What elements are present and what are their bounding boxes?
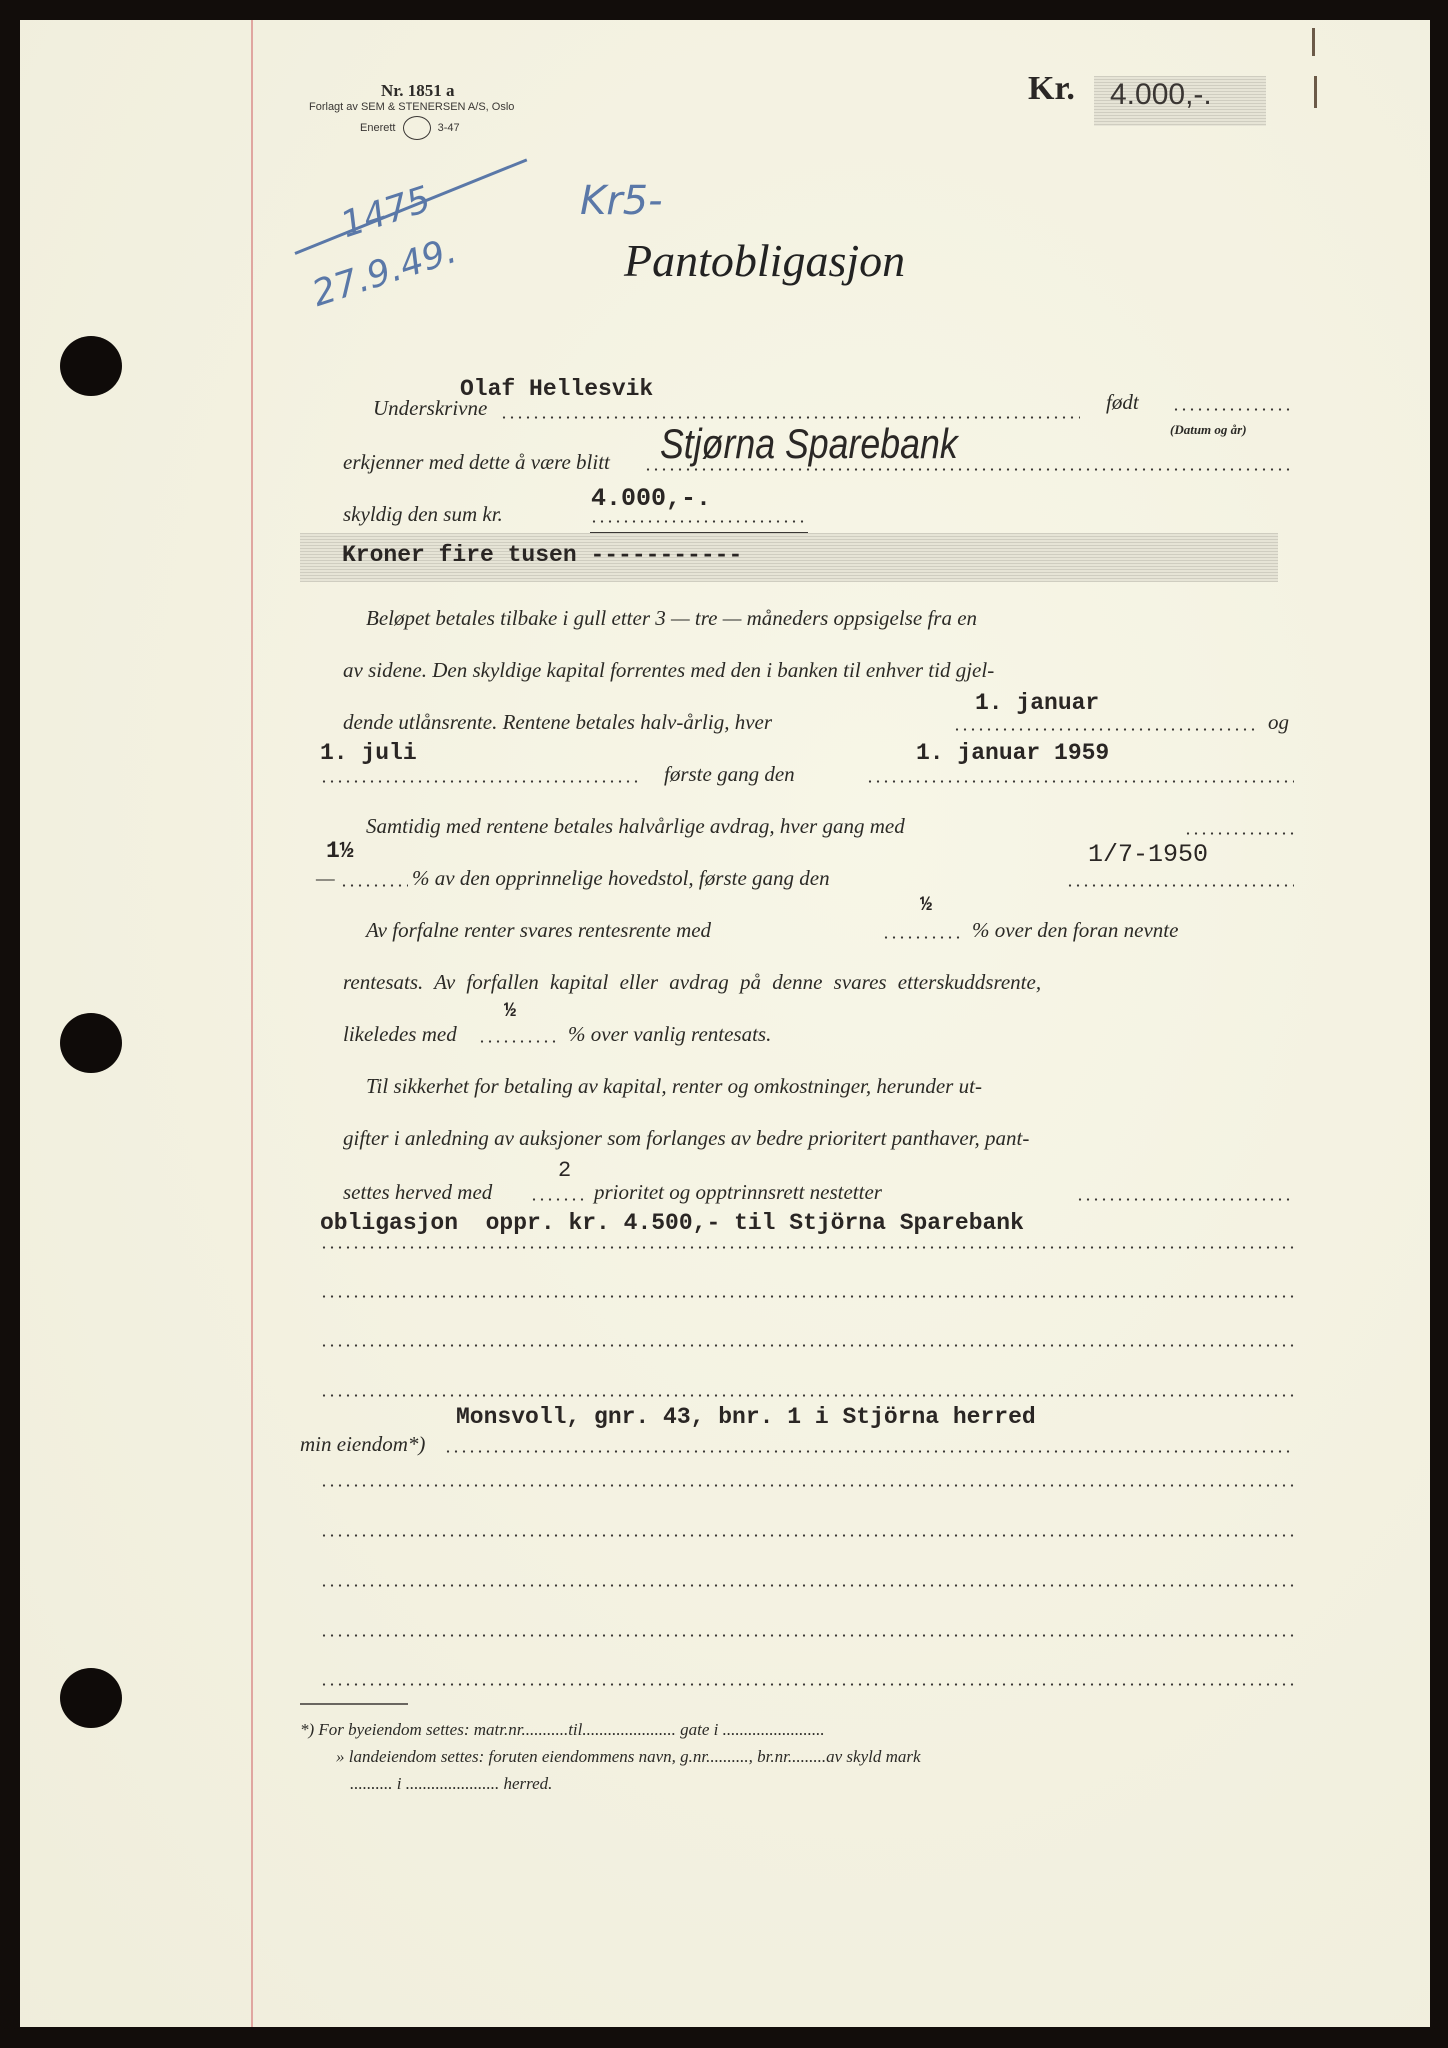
p4-line1: Til sikkerhet for betaling av kapital, renter og omkostninger, herunder ut- xyxy=(366,1074,982,1098)
late-pct-dots xyxy=(478,1040,558,1043)
footnote-rule xyxy=(300,1703,408,1705)
red-margin-line xyxy=(251,20,253,2027)
form-number: Nr. 1851 a xyxy=(381,81,455,100)
p3-line3-end: % over vanlig rentesats. xyxy=(568,1022,772,1046)
compound-dots xyxy=(882,936,962,939)
footnote-line-2: » landeiendom settes: foruten eiendommens navn, g.nr.........., br.nr.........av skyld mark xyxy=(336,1747,921,1766)
interest-date-2: 1. juli xyxy=(320,740,417,766)
debtor-name: Olaf Hellesvik xyxy=(460,376,654,402)
fodt-dots xyxy=(1172,408,1294,411)
amount-in-words: Kroner fire tusen ----------- xyxy=(342,542,743,568)
footnote-line-1: *) For byeiendom settes: matr.nr...........til...................... gate i ........................ xyxy=(300,1720,825,1739)
late-pct: ½ xyxy=(504,1000,517,1023)
installment-pct: 1½ xyxy=(326,838,354,864)
first-installment-date: 1/7-1950 xyxy=(1088,840,1209,869)
sum-value: 4.000,-. xyxy=(591,484,712,513)
p1-line1: Beløpet betales tilbake i gull etter 3 — tre — måneders oppsigelse fra en xyxy=(366,606,978,630)
rights-label: Enerett xyxy=(360,121,396,134)
edge-mark xyxy=(1312,28,1315,56)
edition-label: 3-47 xyxy=(437,121,460,134)
p3-line3-label: likeledes med xyxy=(343,1022,457,1046)
footnote-line-3: .......... i ...................... herred. xyxy=(350,1774,553,1793)
document-title: Pantobligasjon xyxy=(624,235,906,286)
interest-date-1: 1. januar xyxy=(975,690,1100,716)
dots-line-3 xyxy=(320,1344,1294,1347)
document-page xyxy=(20,20,1430,2027)
forste-gang-label: første gang den xyxy=(664,762,795,786)
prior-lien-trailing-dots xyxy=(1076,1198,1294,1201)
fodt-label: født xyxy=(1106,390,1139,414)
p1-line3-end: og xyxy=(1268,710,1289,734)
datum-hint: (Datum og år) xyxy=(1170,422,1247,437)
p1-line2: av sidene. Den skyldige kapital forrentes med den i banken til enhver tid gjel- xyxy=(343,658,995,682)
dots-line-8 xyxy=(320,1634,1294,1637)
p4-line2: gifter i anledning av auksjoner som forlanges av bedre prioritert panthaver, pant- xyxy=(343,1126,1030,1150)
amount-header-value: 4.000,-. xyxy=(1110,78,1212,111)
punch-hole-top xyxy=(60,336,122,396)
edge-mark xyxy=(1314,76,1317,108)
priority-dots xyxy=(530,1198,586,1201)
interest-date-2-dots xyxy=(320,780,642,783)
registration-number: 1475 xyxy=(335,178,436,247)
creditor-name: Stjørna Sparebank xyxy=(660,420,958,467)
p4-line3-label: settes herved med xyxy=(343,1180,493,1204)
amount-header-label: Kr. xyxy=(1028,70,1075,107)
p2-line1: Samtidig med rentene betales halvårlige avdrag, hver gang med xyxy=(366,814,905,838)
clerk-initials: Kr5- xyxy=(580,178,663,224)
skyldig-label: skyldig den sum kr. xyxy=(343,502,503,526)
erkjenner-dots xyxy=(644,468,1294,471)
first-interest-dots xyxy=(866,780,1294,783)
dots-line-2 xyxy=(320,1295,1294,1298)
dots-line-4 xyxy=(320,1394,1294,1397)
underskrivne-dots xyxy=(500,416,1080,419)
property-dots xyxy=(444,1450,1294,1453)
prior-lien: obligasjon oppr. kr. 4.500,- til Stjörna Sparebank xyxy=(320,1210,1024,1236)
punch-hole-middle xyxy=(60,1013,122,1073)
registration-slash xyxy=(294,158,527,254)
dots-line-1 xyxy=(320,1246,1294,1249)
rights-line xyxy=(360,116,460,140)
p3-line2: rentesats. Av forfallen kapital eller avdrag på denne svares etterskuddsrente, xyxy=(343,970,1042,994)
priority-number: 2 xyxy=(558,1158,572,1183)
registration-date: 27.9.49. xyxy=(307,230,462,315)
erkjenner-label: erkjenner med dette å være blitt xyxy=(343,450,610,474)
dots-line-7 xyxy=(320,1584,1294,1587)
compound-pct: ½ xyxy=(920,894,933,917)
sum-dots xyxy=(590,520,806,523)
p1-line3-label: dende utlånsrente. Rentene betales halv-årlig, hver xyxy=(343,710,773,734)
eiendom-label: min eiendom*) xyxy=(300,1432,426,1456)
interest-date-dots xyxy=(953,728,1255,731)
dots-line-6 xyxy=(320,1534,1294,1537)
p3-line1-end: % over den foran nevnte xyxy=(972,918,1179,942)
p2-line2-prefix: — xyxy=(316,866,335,890)
dots-line-5 xyxy=(320,1484,1294,1487)
underskrivne-label: Underskrivne xyxy=(373,396,488,420)
punch-hole-bottom xyxy=(60,1668,122,1728)
p2-line2: % av den opprinnelige hovedstol, første gang den xyxy=(412,866,830,890)
publisher-line: Forlagt av SEM & STENERSEN A/S, Oslo xyxy=(309,101,515,113)
dots-line-9 xyxy=(320,1683,1294,1686)
first-interest-date: 1. januar 1959 xyxy=(916,740,1110,766)
p4-line3-end: prioritet og opptrinnsrett nestetter xyxy=(594,1180,882,1204)
p2-line1-dots xyxy=(1184,832,1294,835)
publisher-logo-icon xyxy=(403,116,431,140)
installment-dots xyxy=(340,884,408,887)
first-installment-dots xyxy=(1066,884,1294,887)
p3-line1-label: Av forfalne renter svares rentesrente med xyxy=(366,918,712,942)
property-description: Monsvoll, gnr. 43, bnr. 1 i Stjörna herred xyxy=(456,1404,1036,1430)
